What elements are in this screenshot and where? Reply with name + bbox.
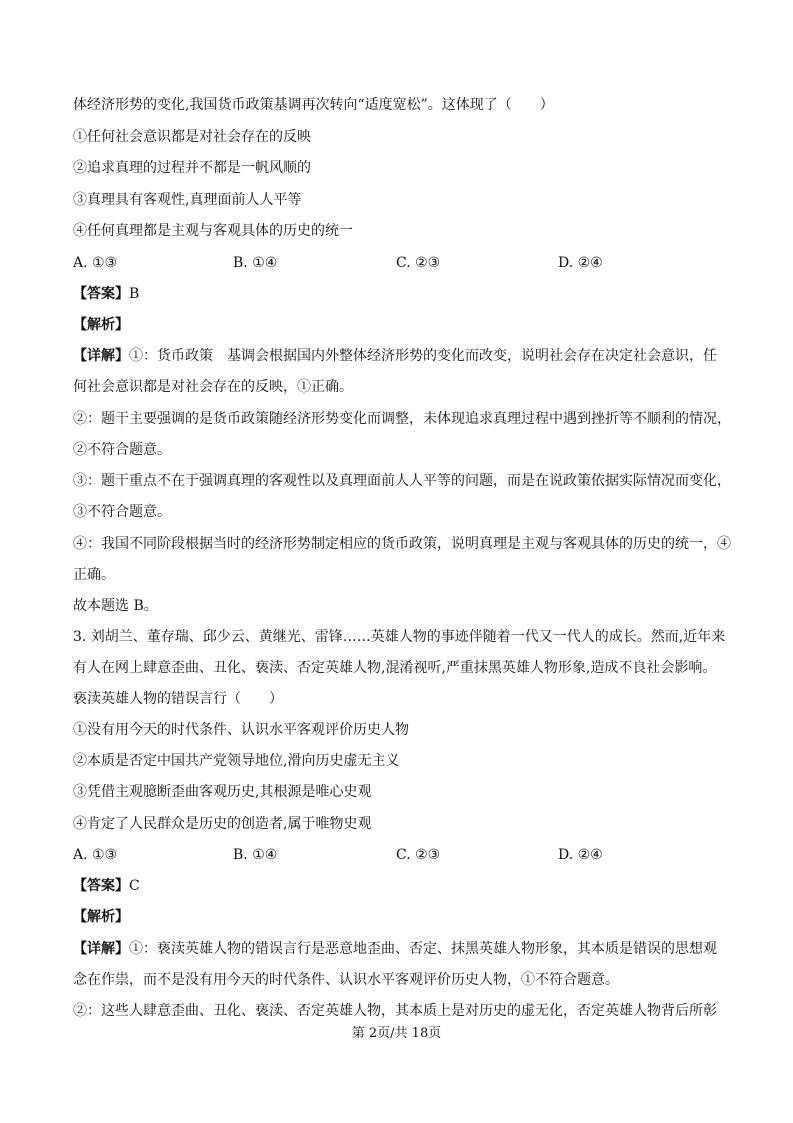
q3-answer-line (73, 877, 140, 895)
q3-statement-2: ②本质是否定中国共产党领导地位,滑向历史虚无主义 (73, 753, 400, 769)
q3-analysis-tag: 【解析】 (73, 909, 129, 925)
q3-stem-line-2: 有人在网上肆意歪曲、丑化、亵渎、否定英雄人物,混淆视听,严重抹黑英雄人物形象,造成不良社会影响。 (73, 660, 717, 676)
q2-detail-line-3: ②：题干主要强调的是货币政策随经济形势变化而调整，未体现追求真理过程中遇到挫折等不顺利的情况， (73, 411, 731, 427)
q3-detail-tag: 【详解】 (73, 941, 129, 957)
q3-stem-line-1: 3. 刘胡兰、董存瑞、邱少云、黄继光、雷锋……英雄人物的事迹伴随着一代又一代人的成长。然而,近年来 (73, 629, 726, 645)
q3-detail-line-3: ②：这些人肆意歪曲、丑化、亵渎、否定英雄人物，其本质上是对历史的虚无化，否定英雄人物背后所彰 (73, 1003, 717, 1019)
q3-detail-text-1: ①：亵渎英雄人物的错误言行是恶意地歪曲、否定、抹黑英雄人物形象，其本质是错误的思想观 (129, 941, 717, 957)
q2-answer-value: B (129, 286, 140, 302)
q3-statement-3: ③凭借主观臆断歪曲客观历史,其根源是唯心史观 (73, 784, 372, 800)
q3-option-c: C. ②③ (396, 847, 441, 863)
q3-option-b: B. ①④ (233, 847, 278, 863)
q2-statement-3: ③真理具有客观性,真理面前人人平等 (73, 192, 302, 208)
q2-option-b: B. ①④ (233, 255, 278, 271)
q3-answer-tag: 【答案】 (73, 878, 129, 894)
q3-statement-1: ①没有用今天的时代条件、认识水平客观评价历史人物 (73, 722, 409, 738)
q3-stem-line-3: 亵渎英雄人物的错误言行（ ） (73, 691, 283, 707)
q3-detail-line-1 (73, 940, 717, 958)
q2-detail-line-6: ③不符合题意。 (73, 504, 171, 520)
q3-option-a: A. ①③ (73, 847, 118, 863)
q2-answer-line (73, 285, 139, 303)
q2-statement-4: ④任何真理都是主观与客观具体的历史的统一 (73, 223, 353, 239)
q2-detail-line-7: ④：我国不同阶段根据当时的经济形势制定相应的货币政策，说明真理是主观与客观具体的历史的统一，④ (73, 536, 731, 552)
q2-option-c: C. ②③ (396, 255, 441, 271)
q2-detail-line-5: ③：题干重点不在于强调真理的客观性以及真理面前人人平等的问题，而是在说政策依据实际情况而变化， (73, 473, 731, 489)
q2-detail-text-1: ①：货币政策 基调会根据国内外整体经济形势的变化而改变，说明社会存在决定社会意识，任 (129, 348, 717, 364)
q3-detail-line-2: 念在作祟，而不是没有用今天的时代条件、认识水平客观评价历史人物，①不符合题意。 (73, 972, 619, 988)
q2-detail-line-1 (73, 347, 717, 365)
q3-option-d: D. ②④ (558, 847, 603, 863)
page-footer: 第 2页/共 18页 (351, 1026, 442, 1041)
q2-detail-line-8: 正确。 (73, 567, 115, 583)
q3-answer-value: C (129, 878, 140, 894)
q2-detail-tag: 【详解】 (73, 348, 129, 364)
q2-analysis-tag: 【解析】 (73, 317, 129, 333)
q2-statement-1: ①任何社会意识都是对社会存在的反映 (73, 129, 311, 145)
q2-detail-line-4: ②不符合题意。 (73, 442, 171, 458)
q2-answer-tag: 【答案】 (73, 286, 129, 302)
q3-statement-4: ④肯定了人民群众是历史的创造者,属于唯物史观 (73, 816, 372, 832)
q2-option-a: A. ①③ (73, 255, 118, 271)
q2-option-d: D. ②④ (558, 255, 603, 271)
q2-stem-tail: 体经济形势的变化,我国货币政策基调再次转向“适度宽松”。这体现了（ ） (73, 97, 554, 113)
q2-statement-2: ②追求真理的过程并不都是一帆风顺的 (73, 160, 311, 176)
q2-detail-line-2: 何社会意识都是对社会存在的反映，①正确。 (73, 379, 353, 395)
q2-conclusion: 故本题选 B。 (73, 598, 158, 614)
